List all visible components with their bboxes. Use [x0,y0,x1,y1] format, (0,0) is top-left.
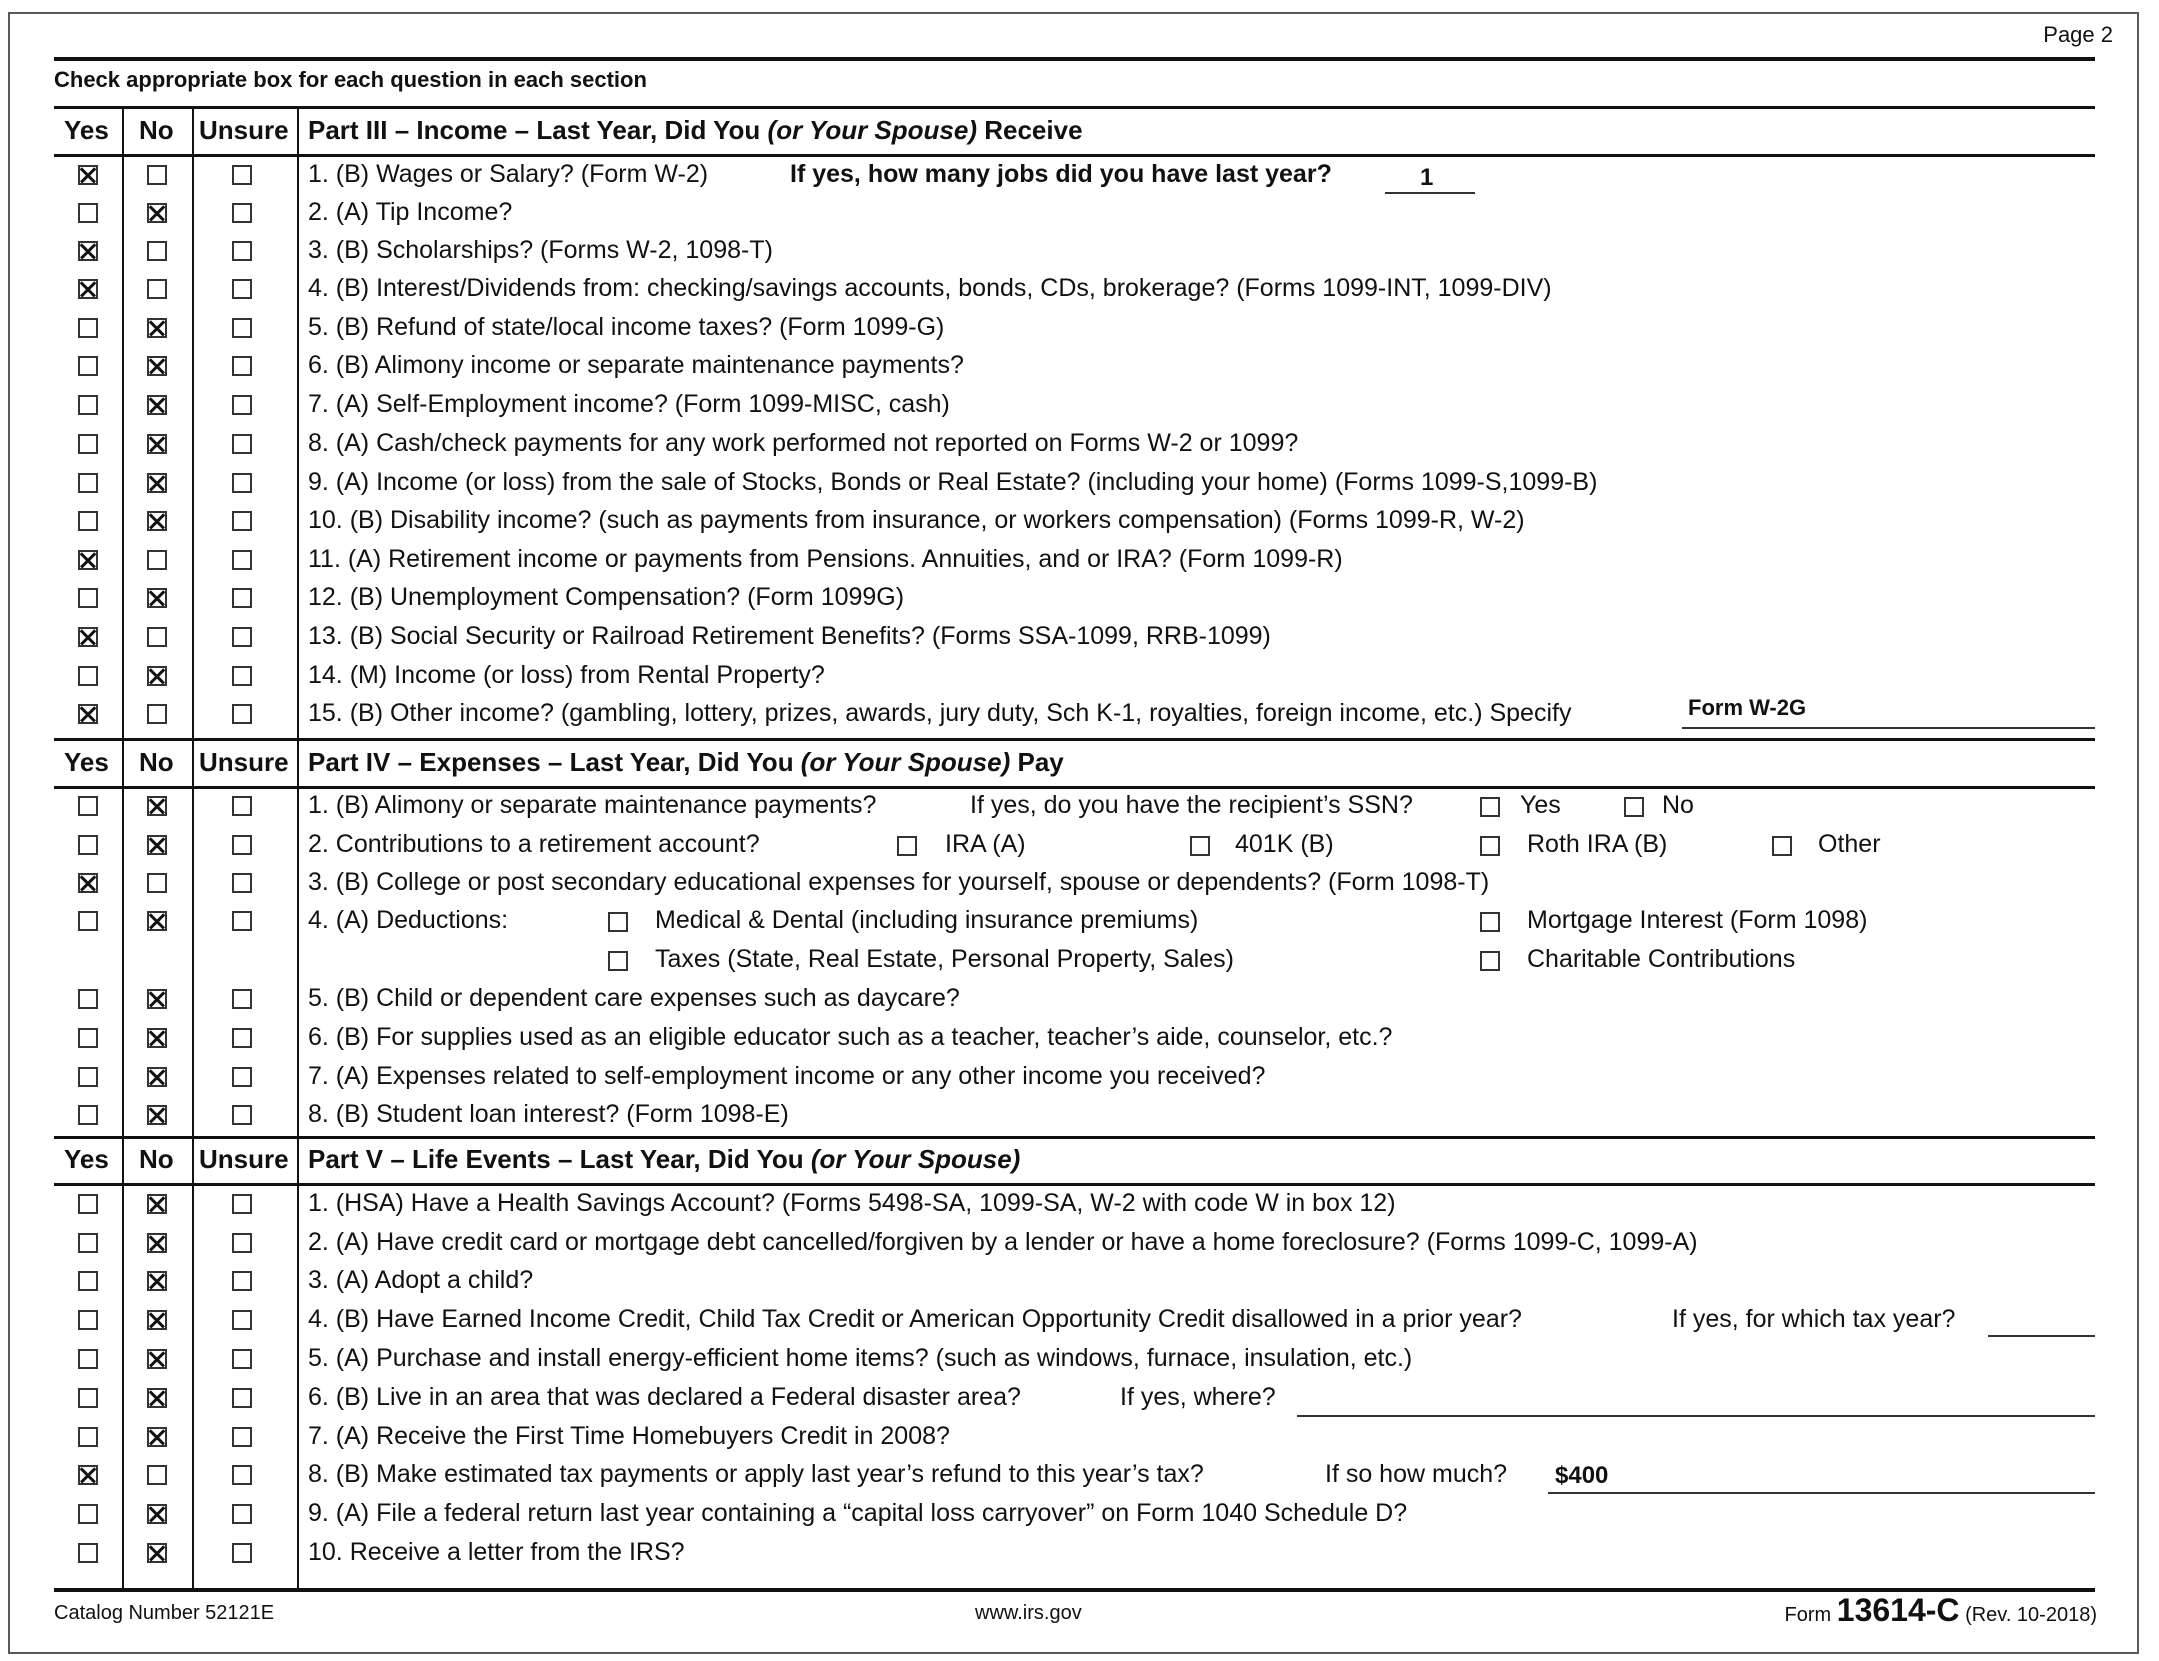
roth-ira-checkbox[interactable] [1480,836,1500,856]
yes-checkbox[interactable] [78,279,98,299]
no-checkbox[interactable] [147,1388,167,1408]
other-income-answer[interactable]: Form W-2G [1688,695,1807,720]
part5-title: Part V – Life Events – Last Year, Did You (or Your Spouse) [308,1144,1021,1174]
catalog-number: Catalog Number 52121E [54,1602,275,1624]
top-rule [54,57,2095,61]
yes-checkbox[interactable] [78,165,98,185]
yes-checkbox[interactable] [78,1388,98,1408]
401k-checkbox[interactable] [1190,836,1210,856]
question-text: 7. (A) Expenses related to self-employment income or any other income you received? [308,1062,1266,1090]
question-text: 4. (B) Interest/Dividends from: checking/savings accounts, bonds, CDs, brokerage? (Forms 1099-INT, 1099-DIV) [308,274,1552,302]
roth-ira-label: Roth IRA (B) [1527,830,1668,858]
no-checkbox[interactable] [147,1504,167,1524]
question-text: 2. Contributions to a retirement account? [308,830,760,858]
other-retirement-label: Other [1818,830,1881,858]
yes-checkbox[interactable] [78,203,98,223]
ira-checkbox[interactable] [897,836,917,856]
jobs-answer[interactable]: 1 [1420,164,1434,191]
yes-checkbox[interactable] [78,704,98,724]
estimated-payments-line [1548,1492,2095,1494]
mortgage-interest-label: Mortgage Interest (Form 1098) [1527,906,1868,934]
unsure-checkbox[interactable] [232,1543,252,1563]
no-checkbox[interactable] [147,873,167,893]
unsure-checkbox[interactable] [232,1388,252,1408]
no-checkbox[interactable] [147,835,167,855]
yes-checkbox[interactable] [78,873,98,893]
part3-q6-row [0,349,2159,387]
question-text: 12. (B) Unemployment Compensation? (Form 1099G) [308,583,905,611]
part5-q2-row [0,1226,2159,1264]
question-text: 4. (B) Have Earned Income Credit, Child Tax Credit or American Opportunity Credit disallowed in a prior year? [308,1305,1522,1333]
unsure-checkbox[interactable] [232,704,252,724]
yes-checkbox[interactable] [78,473,98,493]
question-text: 5. (B) Child or dependent care expenses such as daycare? [308,984,960,1012]
question-text: 6. (B) For supplies used as an eligible educator such as a teacher, teacher’s aide, counselor, etc.? [308,1023,1393,1051]
part4-title: Part IV – Expenses – Last Year, Did You (or Your Spouse) Pay [308,747,1064,777]
unsure-checkbox[interactable] [232,588,252,608]
no-checkbox[interactable] [147,550,167,570]
yes-checkbox[interactable] [78,241,98,261]
question-text: 1. (B) Alimony or separate maintenance payments? [308,791,877,819]
col-unsure-header: Unsure [199,115,289,145]
yes-checkbox[interactable] [78,796,98,816]
yes-checkbox[interactable] [78,989,98,1009]
col-no-header: No [139,1144,174,1174]
col-yes-header: Yes [64,115,109,145]
part3-q15-row [0,697,2159,735]
no-checkbox[interactable] [147,911,167,931]
question-text: 9. (A) File a federal return last year containing a “capital loss carryover” on Form 1040 Schedule D? [308,1499,1408,1527]
question-text: 10. (B) Disability income? (such as payments from insurance, or workers compensation) (Forms 1099-R, W-2) [308,506,1525,534]
unsure-checkbox[interactable] [232,165,252,185]
part3-q13-row [0,620,2159,658]
question-text: 2. (A) Tip Income? [308,198,513,226]
yes-checkbox[interactable] [78,550,98,570]
question-text: 3. (B) Scholarships? (Forms W-2, 1098-T) [308,236,773,264]
no-checkbox[interactable] [147,1427,167,1447]
yes-checkbox[interactable] [78,1271,98,1291]
yes-checkbox[interactable] [78,627,98,647]
rule [54,1136,2095,1139]
unsure-checkbox[interactable] [232,395,252,415]
part3-q2-row [0,196,2159,234]
yes-checkbox[interactable] [78,835,98,855]
part3-title: Part III – Income – Last Year, Did You (or Your Spouse) Receive [308,115,1083,145]
no-checkbox[interactable] [147,796,167,816]
question-text: 8. (B) Student loan interest? (Form 1098-E) [308,1100,789,1128]
no-checkbox[interactable] [147,989,167,1009]
unsure-checkbox[interactable] [232,1105,252,1125]
ira-label: IRA (A) [945,830,1026,858]
yes-checkbox[interactable] [78,318,98,338]
part3-q14-row [0,659,2159,697]
tax-year-followup: If yes, for which tax year? [1672,1305,1956,1333]
taxes-checkbox[interactable] [608,951,628,971]
yes-checkbox[interactable] [78,588,98,608]
question-text: 4. (A) Deductions: [308,906,509,934]
no-checkbox[interactable] [147,279,167,299]
part3-q8-row [0,427,2159,465]
yes-checkbox[interactable] [78,1310,98,1330]
taxes-label: Taxes (State, Real Estate, Personal Property, Sales) [655,945,1234,973]
no-checkbox[interactable] [147,704,167,724]
unsure-checkbox[interactable] [232,511,252,531]
unsure-checkbox[interactable] [232,835,252,855]
part4-q4-row [0,904,2159,942]
question-text: 14. (M) Income (or loss) from Rental Property? [308,661,825,689]
part5-q5-row [0,1342,2159,1380]
unsure-checkbox[interactable] [232,1194,252,1214]
jobs-followup: If yes, how many jobs did you have last year? [790,160,1332,188]
col-yes-header: Yes [64,747,109,777]
unsure-checkbox[interactable] [232,1028,252,1048]
unsure-checkbox[interactable] [232,1504,252,1524]
form-id: Form 13614-C (Rev. 10-2018) [1784,1592,2097,1628]
page-number: Page 2 [2043,22,2113,47]
ssn-followup: If yes, do you have the recipient’s SSN? [970,791,1413,819]
part5-q10-row [0,1536,2159,1574]
yes-checkbox[interactable] [78,434,98,454]
part3-q1-row [0,158,2159,196]
ssn-yes-label: Yes [1520,791,1561,819]
part3-q3-row [0,234,2159,272]
no-checkbox[interactable] [147,473,167,493]
no-checkbox[interactable] [147,1271,167,1291]
medical-dental-label: Medical & Dental (including insurance premiums) [655,906,1199,934]
yes-checkbox[interactable] [78,911,98,931]
website-link[interactable]: www.irs.gov [975,1602,1082,1624]
yes-checkbox[interactable] [78,395,98,415]
no-checkbox[interactable] [147,241,167,261]
unsure-checkbox[interactable] [232,1427,252,1447]
no-checkbox[interactable] [147,1543,167,1563]
no-checkbox[interactable] [147,434,167,454]
no-checkbox[interactable] [147,1310,167,1330]
yes-checkbox[interactable] [78,1349,98,1369]
unsure-checkbox[interactable] [232,1271,252,1291]
question-text: 5. (A) Purchase and install energy-efficient home items? (such as windows, furnace, insulation, etc.) [308,1344,1413,1372]
part4-q5-row [0,982,2159,1020]
no-checkbox[interactable] [147,203,167,223]
part5-q8-row [0,1458,2159,1496]
yes-checkbox[interactable] [78,1427,98,1447]
part5-q3-row [0,1264,2159,1302]
unsure-checkbox[interactable] [232,989,252,1009]
part4-q3-row [0,866,2159,904]
part3-q12-row [0,581,2159,619]
unsure-checkbox[interactable] [232,796,252,816]
form-number: 13614-C [1836,1592,1960,1628]
no-checkbox[interactable] [147,1067,167,1087]
yes-checkbox[interactable] [78,511,98,531]
no-checkbox[interactable] [147,165,167,185]
part5-q9-row [0,1497,2159,1535]
question-text: 9. (A) Income (or loss) from the sale of Stocks, Bonds or Real Estate? (including your home) (Forms 1099-S,1099-B) [308,468,1598,496]
part5-q4-row [0,1303,2159,1341]
question-text: 11. (A) Retirement income or payments from Pensions. Annuities, and or IRA? (Form 1099-R) [308,545,1343,573]
rule [54,154,2095,157]
yes-checkbox[interactable] [78,1504,98,1524]
unsure-checkbox[interactable] [232,1067,252,1087]
unsure-checkbox[interactable] [232,241,252,261]
unsure-checkbox[interactable] [232,1310,252,1330]
no-checkbox[interactable] [147,1233,167,1253]
question-text: 6. (B) Live in an area that was declared a Federal disaster area? [308,1383,1021,1411]
charitable-label: Charitable Contributions [1527,945,1796,973]
question-text: 8. (A) Cash/check payments for any work performed not reported on Forms W-2 or 1099? [308,429,1299,457]
col-no-header: No [139,747,174,777]
jobs-line [1385,192,1475,194]
no-checkbox[interactable] [147,511,167,531]
question-text: 13. (B) Social Security or Railroad Retirement Benefits? (Forms SSA-1099, RRB-1099) [308,622,1271,650]
unsure-checkbox[interactable] [232,911,252,931]
yes-checkbox[interactable] [78,1465,98,1485]
unsure-checkbox[interactable] [232,666,252,686]
yes-checkbox[interactable] [78,1067,98,1087]
col-no-header: No [139,115,174,145]
no-checkbox[interactable] [147,588,167,608]
part3-q11-row [0,543,2159,581]
question-text: 7. (A) Self-Employment income? (Form 1099-MISC, cash) [308,390,950,418]
medical-dental-checkbox[interactable] [608,912,628,932]
unsure-checkbox[interactable] [232,873,252,893]
unsure-checkbox[interactable] [232,1465,252,1485]
part4-q6-row [0,1021,2159,1059]
question-text: 10. Receive a letter from the IRS? [308,1538,685,1566]
no-checkbox[interactable] [147,1028,167,1048]
question-text: 5. (B) Refund of state/local income taxes? (Form 1099-G) [308,313,945,341]
tax-year-line[interactable] [1988,1335,2095,1337]
question-text: 3. (A) Adopt a child? [308,1266,534,1294]
no-checkbox[interactable] [147,395,167,415]
charitable-checkbox[interactable] [1480,951,1500,971]
part5-q7-row [0,1420,2159,1458]
unsure-checkbox[interactable] [232,627,252,647]
unsure-checkbox[interactable] [232,550,252,570]
unsure-checkbox[interactable] [232,318,252,338]
yes-checkbox[interactable] [78,1105,98,1125]
unsure-checkbox[interactable] [232,356,252,376]
yes-checkbox[interactable] [78,666,98,686]
part4-q8-row [0,1098,2159,1136]
401k-label: 401K (B) [1235,830,1334,858]
ssn-no-checkbox[interactable] [1624,797,1644,817]
col-unsure-header: Unsure [199,747,289,777]
question-text: 15. (B) Other income? (gambling, lottery, prizes, awards, jury duty, Sch K-1, royalties, foreign income, etc.) Specify [308,699,1572,727]
yes-checkbox[interactable] [78,356,98,376]
yes-checkbox[interactable] [78,1194,98,1214]
unsure-checkbox[interactable] [232,434,252,454]
part3-q5-row [0,311,2159,349]
no-checkbox[interactable] [147,1194,167,1214]
col-yes-header: Yes [64,1144,109,1174]
question-text: 8. (B) Make estimated tax payments or apply last year’s refund to this year’s tax? [308,1460,1204,1488]
no-checkbox[interactable] [147,1105,167,1125]
unsure-checkbox[interactable] [232,279,252,299]
estimated-payments-followup: If so how much? [1325,1460,1508,1488]
part3-q9-row [0,466,2159,504]
yes-checkbox[interactable] [78,1233,98,1253]
unsure-checkbox[interactable] [232,1349,252,1369]
disaster-area-line[interactable] [1297,1415,2095,1417]
part4-q2-row [0,828,2159,866]
part3-q7-row [0,388,2159,426]
no-checkbox[interactable] [147,627,167,647]
no-checkbox[interactable] [147,356,167,376]
no-checkbox[interactable] [147,318,167,338]
question-text: 2. (A) Have credit card or mortgage debt cancelled/forgiven by a lender or have a home foreclosure? (Forms 1099-C, 1099-A) [308,1228,1698,1256]
part4-q1-row [0,789,2159,827]
part3-q4-row [0,272,2159,310]
disaster-area-followup: If yes, where? [1120,1383,1276,1411]
rule [54,738,2095,741]
yes-checkbox[interactable] [78,1028,98,1048]
question-text: 1. (B) Wages or Salary? (Form W-2) [308,160,709,188]
question-text: 7. (A) Receive the First Time Homebuyers Credit in 2008? [308,1422,950,1450]
rule [54,1183,2095,1186]
other-retirement-checkbox[interactable] [1772,836,1792,856]
no-checkbox[interactable] [147,666,167,686]
no-checkbox[interactable] [147,1465,167,1485]
question-text: 3. (B) College or post secondary educational expenses for yourself, spouse or dependents? (Form 1098-T) [308,868,1490,896]
unsure-checkbox[interactable] [232,473,252,493]
rule [54,106,2095,109]
ssn-yes-checkbox[interactable] [1480,797,1500,817]
part3-q10-row [0,504,2159,542]
part5-q1-row [0,1187,2159,1225]
question-text: 1. (HSA) Have a Health Savings Account? (Forms 5498-SA, 1099-SA, W-2 with code W in box 12) [308,1189,1396,1217]
part4-q7-row [0,1060,2159,1098]
instructions: Check appropriate box for each question in each section [54,67,647,92]
part5-q6-row [0,1381,2159,1419]
col-unsure-header: Unsure [199,1144,289,1174]
unsure-checkbox[interactable] [232,203,252,223]
estimated-payments-answer[interactable]: $400 [1555,1462,1609,1489]
question-text: 6. (B) Alimony income or separate maintenance payments? [308,351,964,379]
part4-q4-row-2 [0,943,2159,981]
yes-checkbox[interactable] [78,1543,98,1563]
ssn-no-label: No [1662,791,1694,819]
no-checkbox[interactable] [147,1349,167,1369]
unsure-checkbox[interactable] [232,1233,252,1253]
mortgage-interest-checkbox[interactable] [1480,912,1500,932]
other-income-line [1682,727,2095,729]
